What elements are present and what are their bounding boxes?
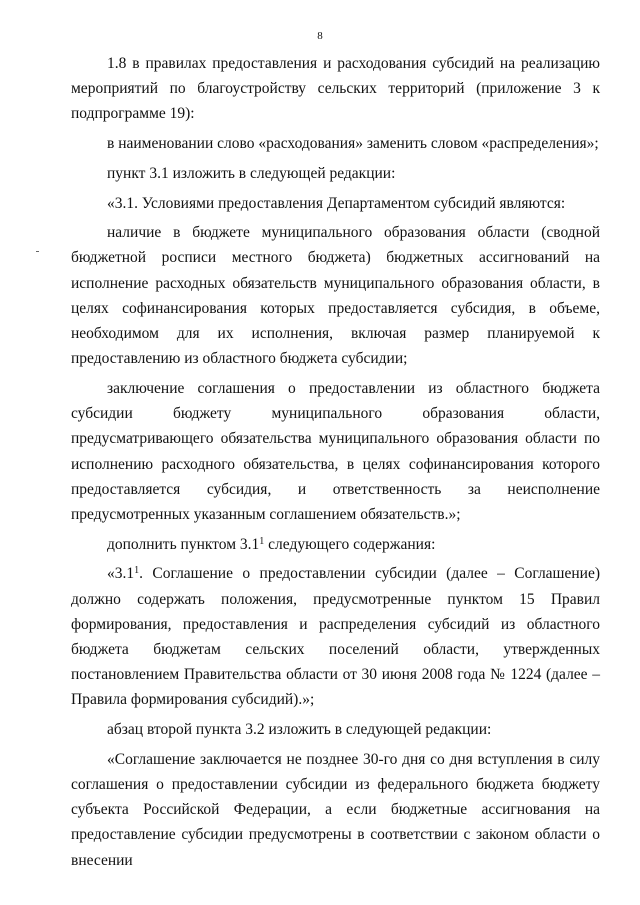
paragraph: наличие в бюджете муниципального образования области (сводной бюджетной росписи местного бюджета) бюджетных ассигнований на исполнение расходных обязательств муниципального образования области, в целях софинансирования которых предоставляется субсидия, в объеме, необходимом для их исполнения, включая размер планируемой к предоставлению из областного бюджета субсидии;	[71, 224, 600, 368]
paragraph: абзац второй пункта 3.2 изложить в следующей редакции:	[107, 721, 492, 739]
paragraph-text: следующего содержания:	[264, 535, 436, 553]
paragraph-text: дополнить пунктом 3.1	[107, 535, 260, 553]
superscript: 1	[134, 565, 140, 577]
paragraph-text: «3.1	[107, 565, 135, 583]
paragraph: «Соглашение заключается не позднее 30-го дня со дня вступления в силу соглашения о предоставлении субсидии из федерального бюджета бюджету субъекта Российской Федерации, а если бюджетные ассигнования на предоставление субсидии предусмотрены в соответствии с законом области о внесении	[71, 750, 600, 869]
margin-mark	[36, 251, 39, 252]
page-number: 8	[317, 30, 323, 42]
paragraph	[71, 532, 600, 557]
paragraph-text: . Соглашение о предоставлении субсидии (далее – Соглашение) должно содержать положения, предусмотренные пунктом 15 Правил формирования, предоставления и распределения субсидий из областного бюджета бюджетам сельских поселений области, утвержденных постановлением Правительства области от 30 июня 2008 года № 1224 (далее – Правила формирования субсидий).»;	[71, 565, 600, 709]
document-body	[71, 51, 600, 877]
paragraph	[71, 561, 600, 712]
paragraph: пункт 3.1 изложить в следующей редакции:	[107, 164, 396, 182]
superscript: 1	[259, 535, 265, 547]
paragraph: 1.8 в правилах предоставления и расходования субсидий на реализацию мероприятий по благоустройству сельских территорий (приложение 3 к подпрограмме 19):	[71, 55, 600, 123]
paragraph: в наименовании слово «расходования» заменить словом «распределения»;	[107, 135, 599, 153]
paragraph: заключение соглашения о предоставлении из областного бюджета субсидии бюджету муниципального образования области, предусматривающего обязательства муниципального образования области по исполнению расходного обязательства, в целях софинансирования которого предоставляется субсидия, и ответственность за неисполнение предусмотренных указанным соглашением обязательств.»;	[71, 379, 600, 523]
paragraph: «3.1. Условиями предоставления Департаментом субсидий являются:	[107, 194, 566, 212]
